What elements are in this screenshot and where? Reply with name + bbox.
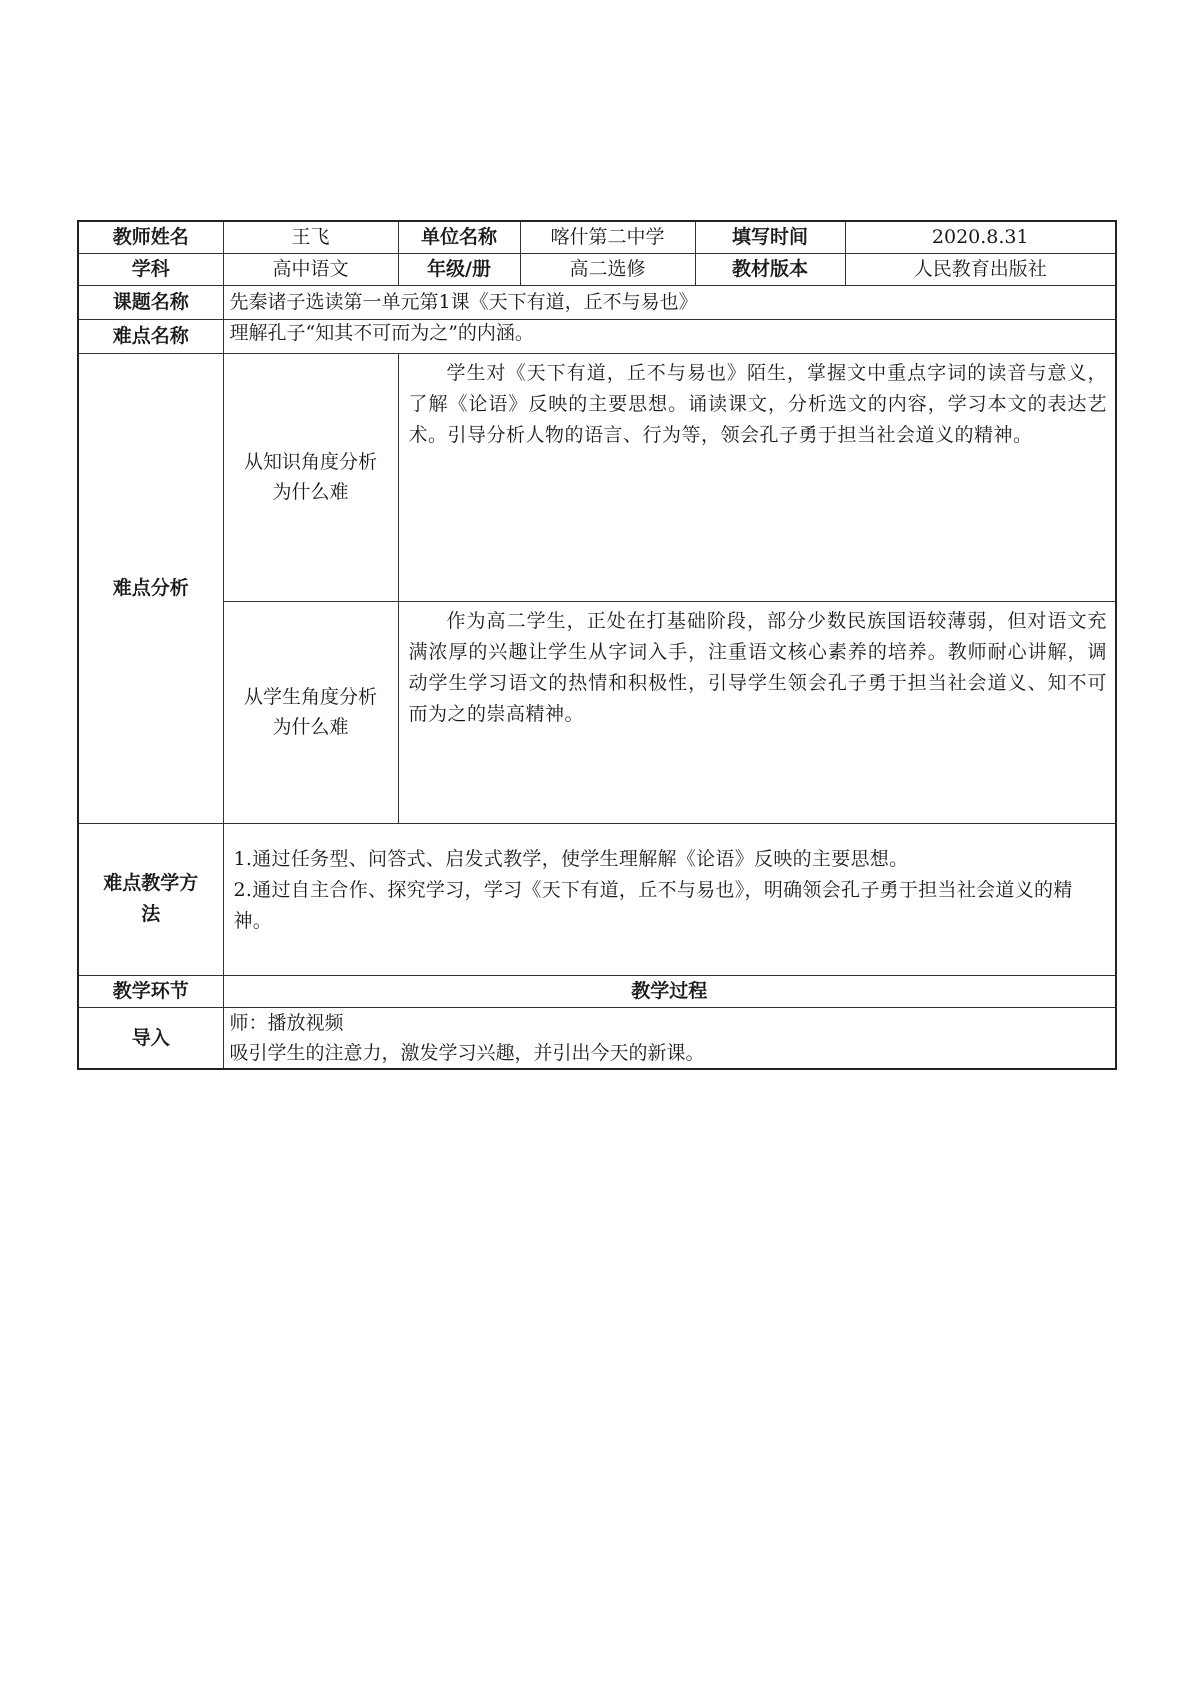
topic-value: 先秦诸子选读第一单元第1课《天下有道，丘不与易也》 [223, 285, 1116, 319]
unit-name-value: 喀什第二中学 [520, 221, 695, 253]
teaching-process-label: 教学过程 [223, 975, 1116, 1007]
knowledge-angle-label-line1: 从知识角度分析 [243, 451, 377, 473]
method-item: 1.通过任务型、问答式、启发式教学，使学生理解解《论语》反映的主要思想。 [233, 847, 909, 870]
row-process-header [78, 975, 1116, 1007]
student-angle-text: 作为高二学生，正处在打基础阶段，部分少数民族国语较薄弱，但对语文充满浓厚的兴趣让学生从字词入手，注重语文核心素养的培养。教师耐心讲解，调动学生学习语文的热情和积极性，引导学生领会孔子勇于担当社会道义、知不可而为之的崇高精神。 [398, 601, 1116, 823]
grade-value: 高二选修 [520, 253, 695, 285]
difficulty-name-value: 理解孔子“知其不可而为之”的内涵。 [223, 319, 1116, 353]
intro-label: 导入 [78, 1007, 223, 1069]
row-difficulty-name [78, 319, 1116, 353]
intro-line-2: 吸引学生的注意力，激发学习兴趣，并引出今天的新课。 [229, 1041, 705, 1064]
teaching-methods-label-line1: 难点教学方 [103, 872, 199, 894]
student-angle-label-line2: 为什么难 [272, 716, 349, 738]
intro-line-1: 师：播放视频 [229, 1011, 344, 1034]
row-teacher-info [78, 221, 1116, 253]
row-intro [78, 1007, 1116, 1069]
edition-value: 人民教育出版社 [845, 253, 1116, 285]
student-angle-label [223, 601, 398, 823]
lesson-plan-table [77, 220, 1117, 1070]
student-angle-label-line1: 从学生角度分析 [243, 686, 377, 708]
teaching-stage-label: 教学环节 [78, 975, 223, 1007]
difficulty-name-label: 难点名称 [78, 319, 223, 353]
knowledge-angle-label-line2: 为什么难 [272, 481, 349, 503]
teacher-name-label: 教师姓名 [78, 221, 223, 253]
intro-content [223, 1007, 1116, 1069]
teaching-methods-list [223, 823, 1116, 975]
method-item: 2.通过自主合作、探究学习，学习《天下有道，丘不与易也》，明确领会孔子勇于担当社会道义的精神。 [233, 878, 1073, 932]
fill-date-value: 2020.8.31 [845, 221, 1116, 253]
difficulty-analysis-label: 难点分析 [78, 353, 223, 823]
knowledge-angle-text: 学生对《天下有道，丘不与易也》陌生，掌握文中重点字词的读音与意义，了解《论语》反映的主要思想。诵读课文，分析选文的内容，学习本文的表达艺术。引导分析人物的语言、行为等，领会孔子勇于担当社会道义的精神。 [398, 353, 1116, 601]
row-subject-info [78, 253, 1116, 285]
teacher-name-value: 王飞 [223, 221, 398, 253]
row-topic [78, 285, 1116, 319]
subject-value: 高中语文 [223, 253, 398, 285]
subject-label: 学科 [78, 253, 223, 285]
topic-label: 课题名称 [78, 285, 223, 319]
row-teaching-methods [78, 823, 1116, 975]
grade-label: 年级/册 [398, 253, 520, 285]
teaching-methods-label-line2: 法 [141, 903, 161, 925]
row-analysis-knowledge [78, 353, 1116, 601]
row-analysis-student [78, 601, 1116, 823]
edition-label: 教材版本 [695, 253, 845, 285]
teaching-methods-label [78, 823, 223, 975]
unit-name-label: 单位名称 [398, 221, 520, 253]
fill-date-label: 填写时间 [695, 221, 845, 253]
knowledge-angle-label [223, 353, 398, 601]
